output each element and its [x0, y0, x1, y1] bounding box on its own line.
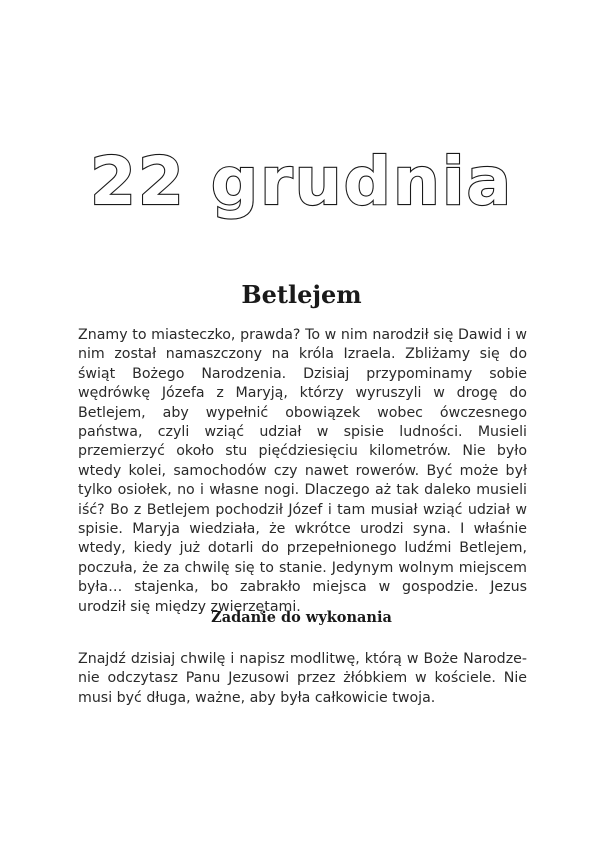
task-title: Zadanie do wykonania: [211, 609, 392, 626]
page-title: 22 grudnia: [90, 143, 513, 220]
story-paragraph: Znamy to miasteczko, prawda? To w nim narodził się Dawid i w nim został namaszczony na króla Izraela. Zbliżamy się do świąt Bożego Narodzenia. Dzisiaj przypominamy sobie wędrówkę Józefa z Maryją, którzy wyruszyli w drogę do Betlejem, aby wypełnić obowiązek wobec ówczesnego państwa, czyli wziąć udział w spisie ludności. Musieli przemierzyć około stu pięćdziesięciu kilometrów. Nie było wtedy kolei, samochodów czy nawet rowerów. Być może był tylko osiołek, no i własne nogi. Dlaczego aż tak daleko musieli iść? Bo z Betlejem pochodził Józef i tam musiał wziąć udział w spisie. Maryja wiedziała, że wkrótce urodzi syna. I właśnie wtedy, kiedy już dotarli do przepełnionego ludźmi Betlejem, poczuła, że za chwilę się to stanie. Jedynym wolnym miejscem była… stajenka, bo zabrakło miejsca w gospodzie. Jezus urodził się między zwierzętami.: [78, 327, 527, 615]
section-title: Betlejem: [241, 280, 362, 309]
task-paragraph: Znajdź dzisiaj chwilę i napisz modlitwę, którą w Boże Narodzenie odczytasz Panu Jezusowi przez żłóbkiem w kościele. Nie musi być długa, ważne, aby była całkowicie twoja.: [78, 651, 527, 706]
